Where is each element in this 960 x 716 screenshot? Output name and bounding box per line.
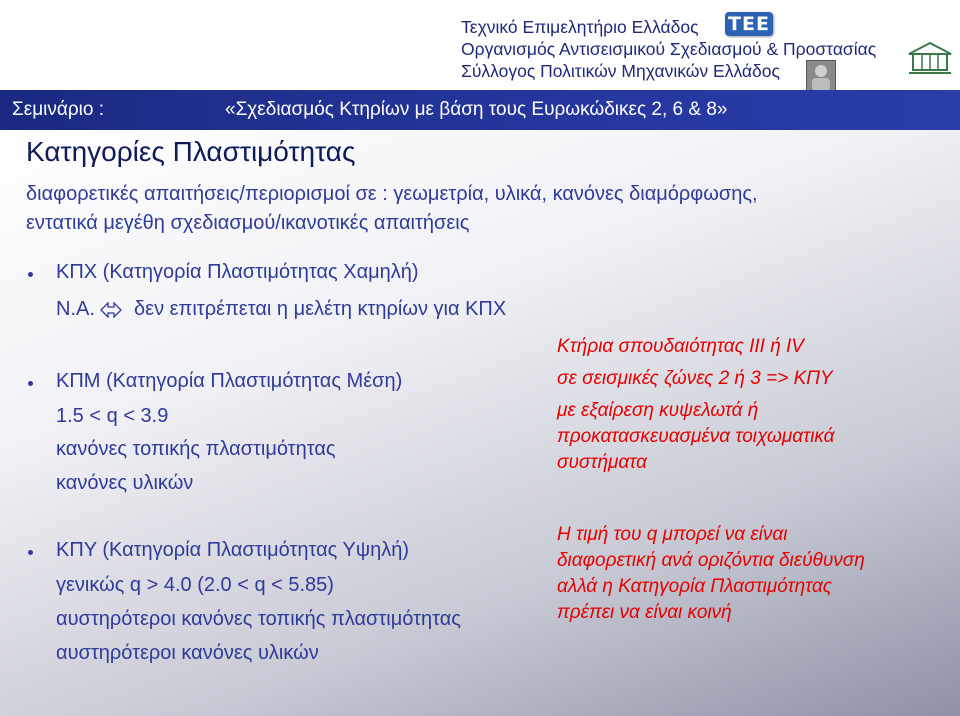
intro-text <box>26 180 936 238</box>
header <box>0 0 960 90</box>
portrait-logo <box>806 60 836 92</box>
kpy-line: γενικώς q > 4.0 (2.0 < q < 5.85) <box>56 574 334 596</box>
kpm-line: κανόνες τοπικής πλαστιμότητας <box>56 438 336 460</box>
note-line: συστήματα <box>557 452 647 473</box>
kpx-note-prefix: Ν.Α. <box>56 298 95 320</box>
double-arrow-icon <box>100 301 122 324</box>
note-line: διαφορετική ανά οριζόντια διεύθυνση <box>557 550 865 571</box>
kpy-line: αυστηρότεροι κανόνες υλικών <box>56 642 319 664</box>
note-line: σε σεισμικές ζώνες 2 ή 3 => ΚΠΥ <box>557 368 833 389</box>
kpy-heading: ΚΠΥ (Κατηγορία Πλαστιμότητας Υψηλή) <box>56 539 410 561</box>
tee-logo: ΤΕΕ <box>725 12 773 36</box>
kpm-heading: ΚΠΜ (Κατηγορία Πλαστιμότητας Μέση) <box>56 370 403 392</box>
seminar-label: Σεμινάριο : <box>12 99 105 120</box>
organization-lines <box>461 16 911 82</box>
org-line-spme: Σύλλογος Πολιτικών Μηχανικών Ελλάδος <box>461 61 780 81</box>
note-line: με εξαίρεση κυψελωτά ή <box>557 400 759 421</box>
note-line: Η τιμή του q μπορεί να είναι <box>557 524 788 545</box>
intro-line: διαφορετικές απαιτήσεις/περιορισμοί σε : γεωμετρία, υλικά, κανόνες διαμόρφωσης, <box>26 183 758 205</box>
q-value-note <box>557 522 952 626</box>
kpm-line: κανόνες υλικών <box>56 472 194 494</box>
org-line-tee: Τεχνικό Επιμελητήριο Ελλάδος <box>461 17 699 37</box>
importance-note <box>557 334 952 476</box>
kpm-line: 1.5 < q < 3.9 <box>56 405 169 427</box>
kpx-note-text: δεν επιτρέπεται η μελέτη κτηρίων για ΚΠΧ <box>134 298 507 320</box>
note-line: προκατασκευασμένα τοιχωματικά <box>557 426 835 447</box>
bullet-icon <box>28 550 33 555</box>
note-line: αλλά η Κατηγορία Πλαστιμότητας <box>557 576 833 597</box>
kpy-line: αυστηρότεροι κανόνες τοπικής πλαστιμότητας <box>56 608 461 630</box>
org-line-oasp: Οργανισμός Αντισεισμικού Σχεδιασμού & Προστασίας <box>461 39 877 59</box>
note-line: Κτήρια σπουδαιότητας ΙΙΙ ή ΙV <box>557 336 804 357</box>
bullet-icon <box>28 381 33 386</box>
slide-title: Κατηγορίες Πλαστιμότητας <box>26 136 356 167</box>
oasp-building-logo <box>905 40 955 76</box>
intro-line: εντατικά μεγέθη σχεδιασμού/ικανοτικές απαιτήσεις <box>26 212 470 234</box>
bullet-icon <box>28 272 33 277</box>
kpx-heading: ΚΠΧ (Κατηγορία Πλαστιμότητας Χαμηλή) <box>56 261 419 283</box>
seminar-banner <box>0 90 960 130</box>
seminar-title: «Σχεδιασμός Κτηρίων με βάση τους Ευρωκώδικες 2, 6 & 8» <box>225 99 728 120</box>
note-line: πρέπει να είναι κοινή <box>557 602 732 623</box>
kpx-note <box>56 298 506 324</box>
